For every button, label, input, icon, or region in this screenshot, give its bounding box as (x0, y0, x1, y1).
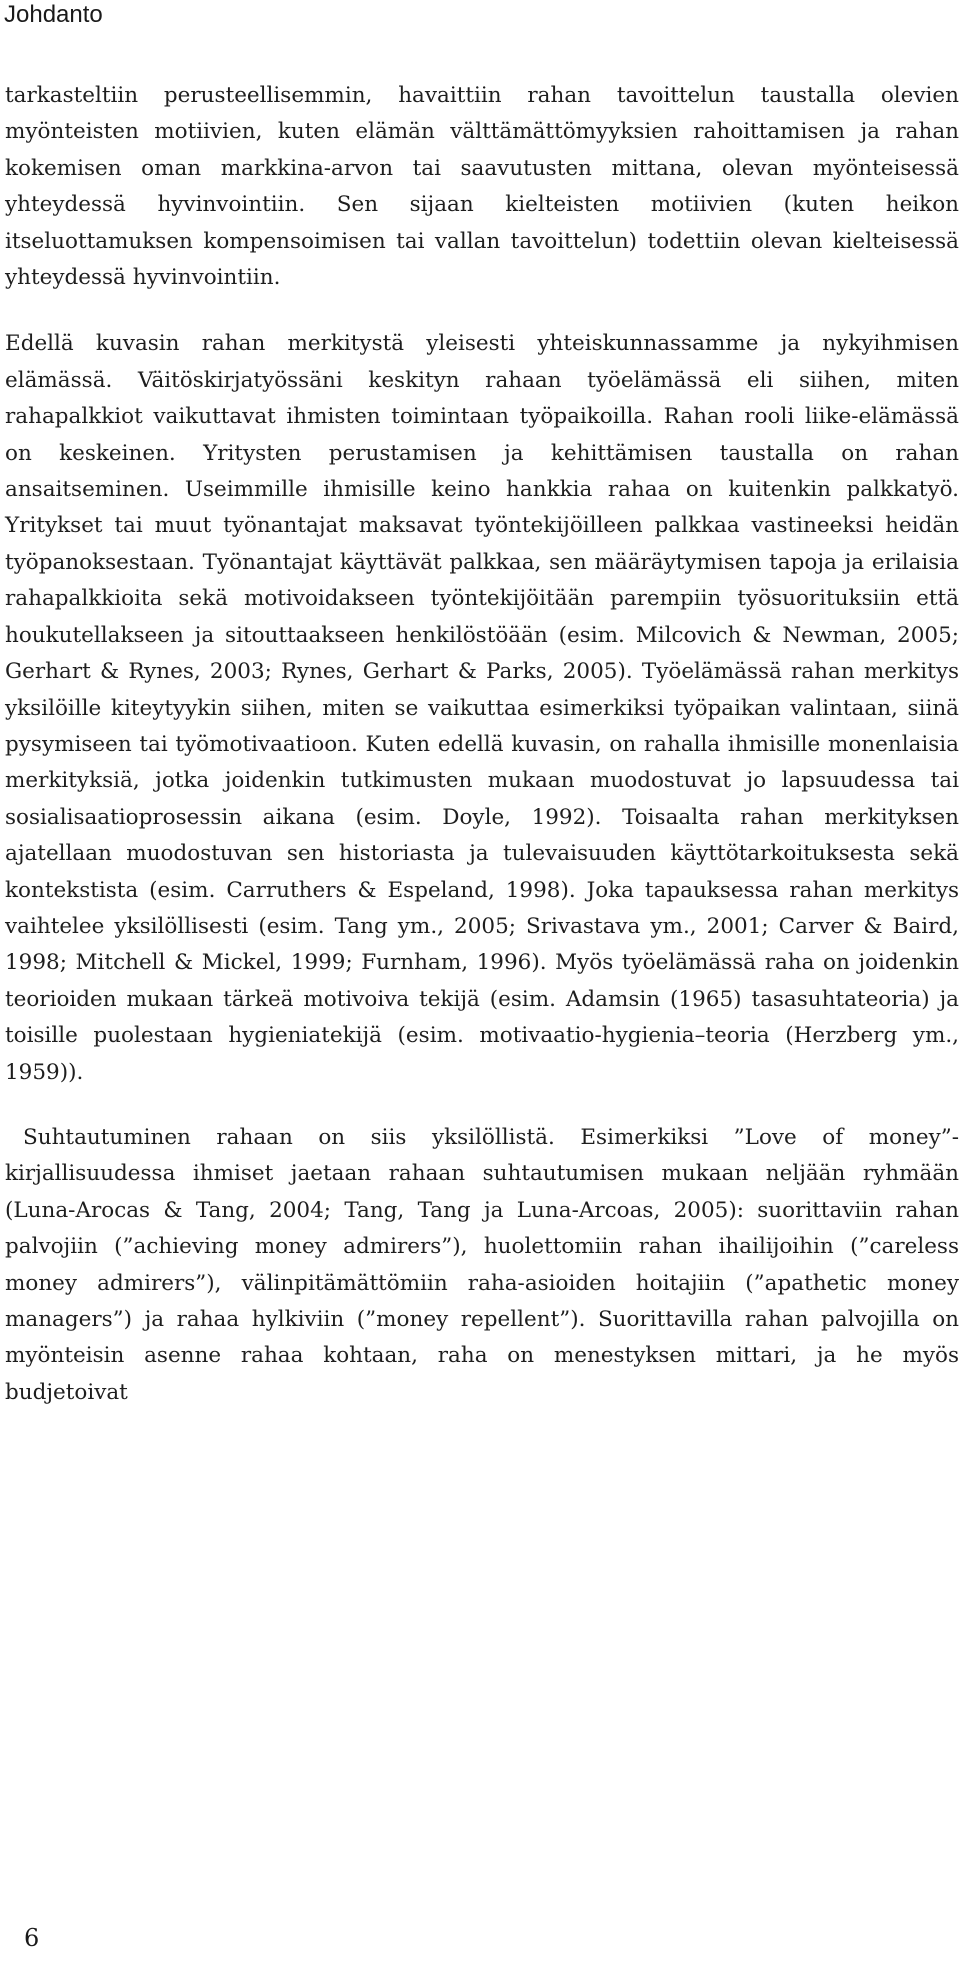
paragraph-money-at-work: Edellä kuvasin rahan merkitystä yleisesti yhteiskunnassamme ja nykyihmisen elämässä. Väitöskirjatyössäni keskityn rahaan työelämässä eli siihen, miten rahapalkkiot vaikuttavat ihmisten toimintaan työpaikoilla. Rahan rooli liike-elämässä on keskeinen. Yritysten perustamisen ja kehittämisen taustalla on rahan ansaitseminen. Useimmille ihmisille keino hankkia rahaa on kuitenkin palkkatyö. Yritykset tai muut työnantajat maksavat työntekijöilleen palkkaa vastineeksi heidän työpanoksestaan. Työnantajat käyttävät palkkaa, sen määräytymisen tapoja ja erilaisia rahapalkkioita sekä motivoidakseen työntekijöitään parempiin työsuorituksiin että houkutellakseen ja sitouttaakseen henkilöstöään (esim. Milcovich & Newman, 2005; Gerhart & Rynes, 2003; Rynes, Gerhart & Parks, 2005). Työelämässä rahan merkitys yksilöille kiteytyykin siihen, miten se vaikuttaa esimerkiksi työpaikan valintaan, siinä pysymiseen tai työmotivaatioon. Kuten edellä kuvasin, on rahalla ihmisille monenlaisia merkityksiä, jotka joidenkin tutkimusten mukaan muodostuvat jo lapsuudessa tai sosialisaatioprosessin aikana (esim. Doyle, 1992). Toisaalta rahan merkityksen ajatellaan muodostuvan sen historiasta ja tulevaisuuden käyttötarkoituksesta sekä kontekstista (esim. Carruthers & Espeland, 1998). Joka tapauksessa rahan merkitys vaihtelee yksilöllisesti (esim. Tang ym., 2005; Srivastava ym., 2001; Carver & Baird, 1998; Mitchell & Mickel, 1999; Furnham, 1996). Myös työelämässä raha on joidenkin teorioiden mukaan tärkeä motivoiva tekijä (esim. Adamsin (1965) tasasuhtateoria) ja toisille puolestaan hygieniatekijä (esim. motivaatio-hygienia–teoria (Herzberg ym., 1959)). (5, 331, 959, 1085)
paragraph-attitudes: Suhtautuminen rahaan on siis yksilöllistä. Esimerkiksi ”Love of money”-kirjallisuudessa ihmiset jaetaan rahaan suhtautumisen mukaan neljään ryhmään (Luna-Arocas & Tang, 2004; Tang, Tang ja Luna-Arcoas, 2005): suorittaviin rahan palvojiin (”achieving money admirers”), huolettomiin rahan ihailijoihin (”careless money admirers”), välinpitämättömiin raha-asioiden hoitajiin (”apathetic money managers”) ja rahaa hylkiviin (”money repellent”). Suorittavilla rahan palvojilla on myönteisin asenne rahaa kohtaan, raha on menestyksen mittari, ja he myös budjetoivat (5, 1124, 959, 1405)
page-number: 6 (24, 1924, 40, 1952)
running-header: Johdanto (4, 1, 103, 28)
paragraph-continued: tarkasteltiin perusteellisemmin, havaittiin rahan tavoittelun taustalla olevien myönteisten motiivien, kuten elämän välttämättömyyksien rahoittamisen ja rahan kokemisen oman markkina-arvon tai saavutusten mittana, olevan myönteisessä yhteydessä hyvinvointiin. Sen sijaan kielteisten motiivien (kuten heikon itseluottamuksen kompensoimisen tai vallan tavoittelun) todettiin olevan kielteisessä yhteydessä hyvinvointiin. (5, 83, 959, 291)
body-text (5, 78, 959, 1411)
